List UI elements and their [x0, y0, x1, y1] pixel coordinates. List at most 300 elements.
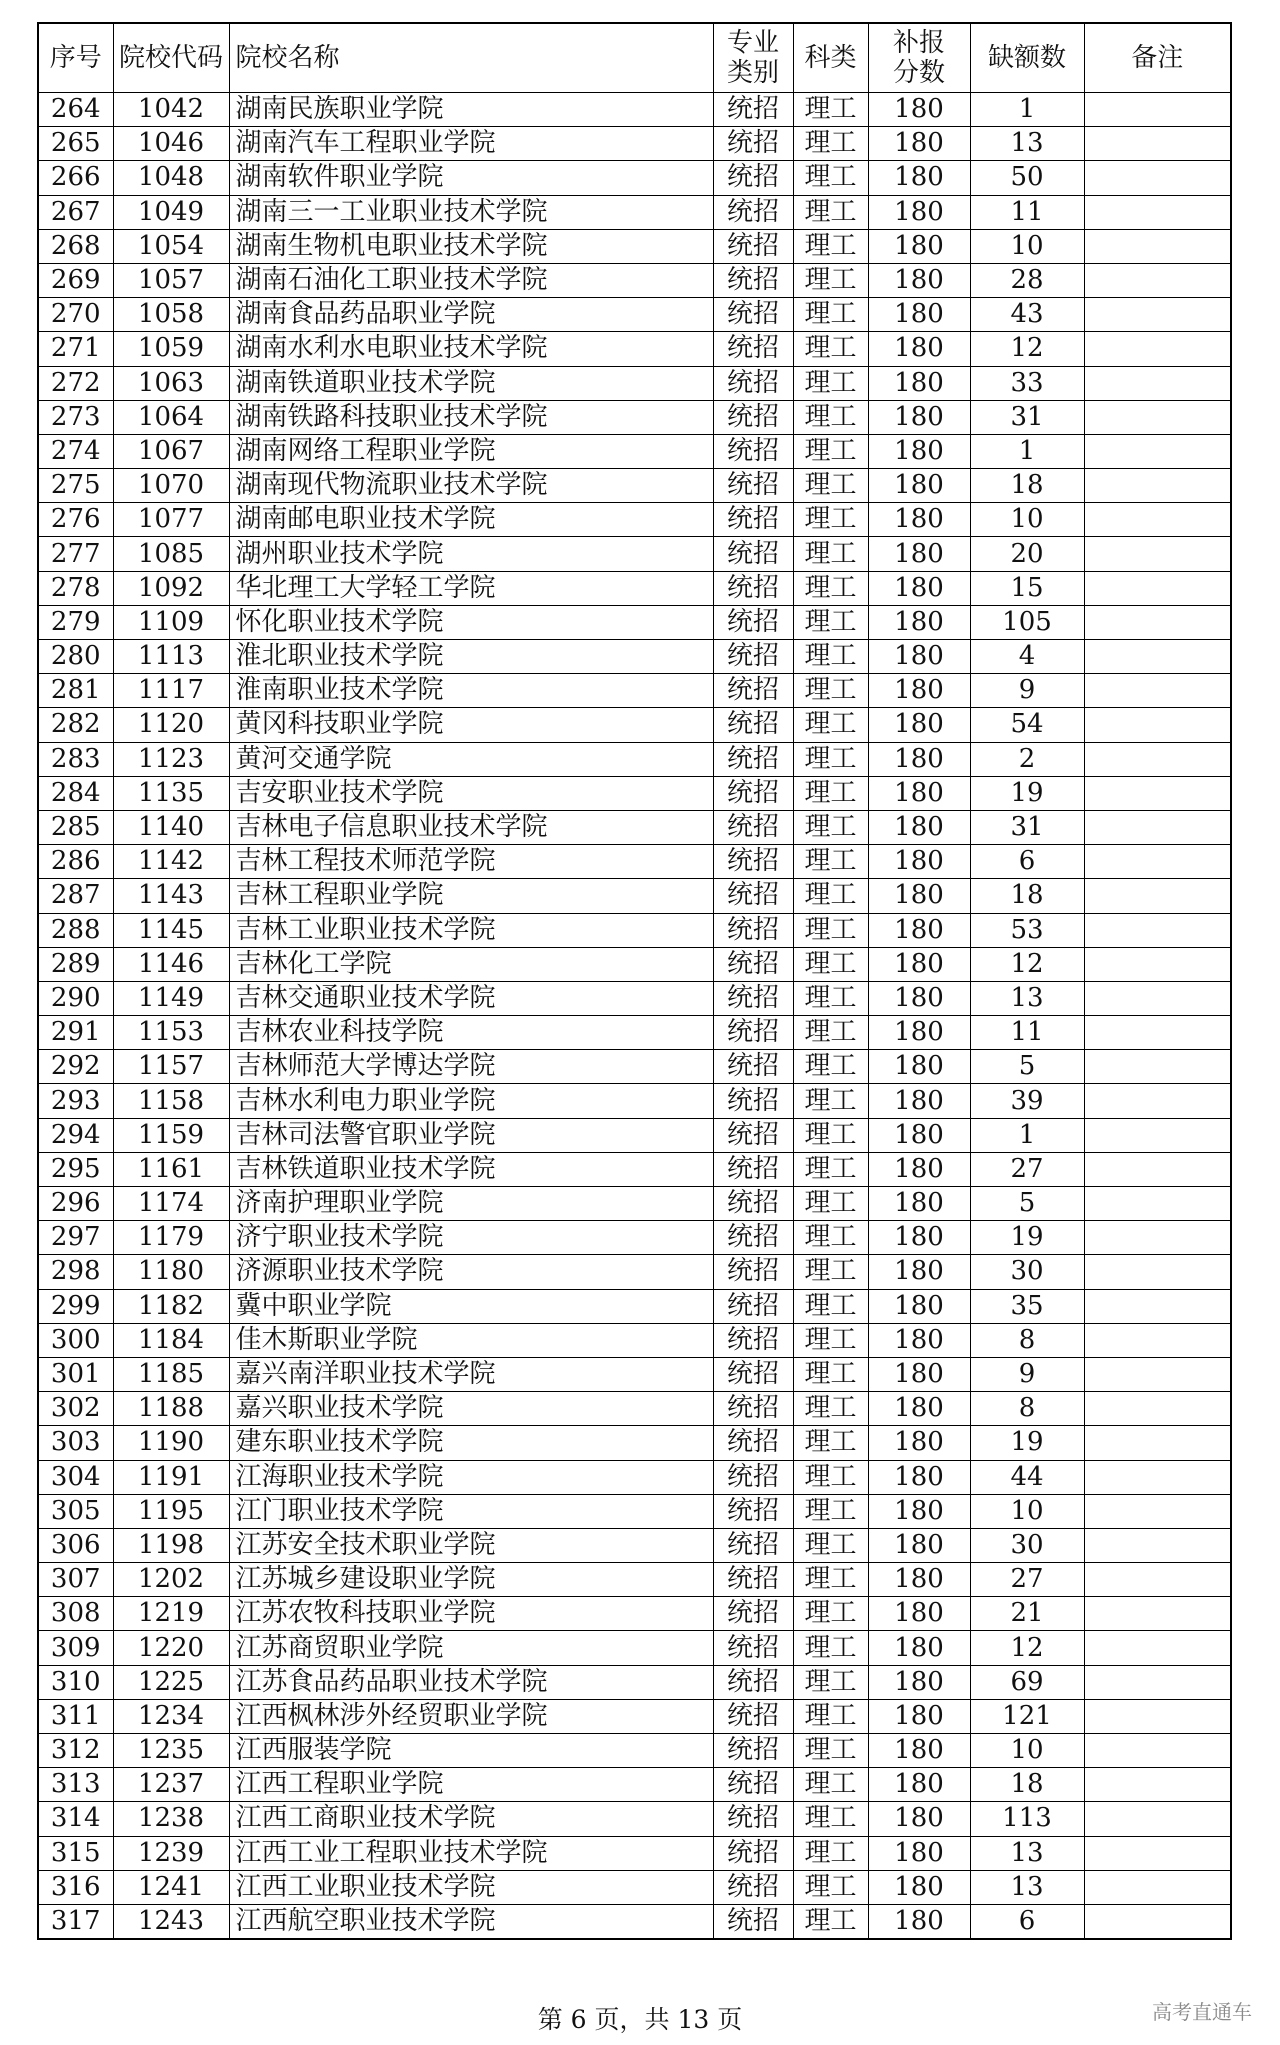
cell-code: 1158	[113, 1084, 229, 1118]
cell-vacancy: 1	[970, 1118, 1084, 1152]
cell-score: 180	[868, 1563, 970, 1597]
cell-code: 1159	[113, 1118, 229, 1152]
cell-subject: 理工	[793, 93, 868, 127]
cell-note	[1084, 1631, 1231, 1665]
cell-subject: 理工	[793, 503, 868, 537]
cell-subject: 理工	[793, 1152, 868, 1186]
cell-subject: 理工	[793, 674, 868, 708]
cell-major-type: 统招	[713, 845, 793, 879]
cell-note	[1084, 127, 1231, 161]
cell-subject: 理工	[793, 161, 868, 195]
cell-score: 180	[868, 674, 970, 708]
cell-note	[1084, 742, 1231, 776]
cell-vacancy: 18	[970, 879, 1084, 913]
cell-subject: 理工	[793, 1870, 868, 1904]
cell-major-type: 统招	[713, 229, 793, 263]
cell-vacancy: 12	[970, 947, 1084, 981]
cell-seq: 307	[38, 1563, 113, 1597]
cell-subject: 理工	[793, 1289, 868, 1323]
cell-seq: 276	[38, 503, 113, 537]
cell-major-type: 统招	[713, 1870, 793, 1904]
cell-major-type: 统招	[713, 263, 793, 297]
cell-subject: 理工	[793, 947, 868, 981]
table-row	[38, 981, 1231, 1015]
cell-note	[1084, 1528, 1231, 1562]
cell-score: 180	[868, 1631, 970, 1665]
cell-seq: 305	[38, 1494, 113, 1528]
cell-seq: 269	[38, 263, 113, 297]
cell-subject: 理工	[793, 366, 868, 400]
table-row	[38, 127, 1231, 161]
cell-score: 180	[868, 1084, 970, 1118]
cell-seq: 281	[38, 674, 113, 708]
table-row	[38, 434, 1231, 468]
cell-score: 180	[868, 1870, 970, 1904]
cell-vacancy: 10	[970, 229, 1084, 263]
cell-score: 180	[868, 1357, 970, 1391]
table-row	[38, 229, 1231, 263]
cell-vacancy: 12	[970, 332, 1084, 366]
cell-code: 1238	[113, 1802, 229, 1836]
cell-note	[1084, 1357, 1231, 1391]
table-row	[38, 195, 1231, 229]
cell-code: 1190	[113, 1426, 229, 1460]
cell-subject: 理工	[793, 1392, 868, 1426]
cell-code: 1070	[113, 469, 229, 503]
cell-subject: 理工	[793, 332, 868, 366]
cell-major-type: 统招	[713, 1221, 793, 1255]
cell-name: 江西枫林涉外经贸职业学院	[229, 1699, 713, 1733]
table-row	[38, 742, 1231, 776]
cell-seq: 267	[38, 195, 113, 229]
cell-score: 180	[868, 1187, 970, 1221]
cell-subject: 理工	[793, 913, 868, 947]
cell-note	[1084, 229, 1231, 263]
cell-note	[1084, 947, 1231, 981]
cell-major-type: 统招	[713, 1255, 793, 1289]
cell-subject: 理工	[793, 229, 868, 263]
table-row	[38, 1460, 1231, 1494]
cell-code: 1120	[113, 708, 229, 742]
cell-major-type: 统招	[713, 571, 793, 605]
cell-major-type: 统招	[713, 1734, 793, 1768]
cell-seq: 309	[38, 1631, 113, 1665]
cell-score: 180	[868, 1665, 970, 1699]
cell-major-type: 统招	[713, 1426, 793, 1460]
cell-note	[1084, 298, 1231, 332]
cell-score: 180	[868, 93, 970, 127]
table-row	[38, 708, 1231, 742]
cell-score: 180	[868, 571, 970, 605]
cell-name: 湖南软件职业学院	[229, 161, 713, 195]
cell-note	[1084, 503, 1231, 537]
cell-major-type: 统招	[713, 469, 793, 503]
cell-seq: 272	[38, 366, 113, 400]
cell-code: 1153	[113, 1016, 229, 1050]
cell-subject: 理工	[793, 1050, 868, 1084]
cell-name: 湖南水利水电职业技术学院	[229, 332, 713, 366]
table-row	[38, 1323, 1231, 1357]
cell-code: 1046	[113, 127, 229, 161]
cell-score: 180	[868, 1255, 970, 1289]
cell-seq: 279	[38, 605, 113, 639]
cell-code: 1191	[113, 1460, 229, 1494]
cell-subject: 理工	[793, 298, 868, 332]
cell-note	[1084, 640, 1231, 674]
cell-note	[1084, 1221, 1231, 1255]
cell-code: 1048	[113, 161, 229, 195]
cell-name: 吉安职业技术学院	[229, 776, 713, 810]
cell-name: 吉林化工学院	[229, 947, 713, 981]
cell-score: 180	[868, 1221, 970, 1255]
table-row	[38, 1357, 1231, 1391]
header-major-type-line1: 专业	[726, 28, 779, 58]
cell-note	[1084, 263, 1231, 297]
header-major-type	[713, 23, 793, 93]
cell-seq: 308	[38, 1597, 113, 1631]
cell-subject: 理工	[793, 1084, 868, 1118]
table-row	[38, 947, 1231, 981]
cell-code: 1198	[113, 1528, 229, 1562]
cell-name: 华北理工大学轻工学院	[229, 571, 713, 605]
cell-name: 江海职业技术学院	[229, 1460, 713, 1494]
cell-name: 嘉兴职业技术学院	[229, 1392, 713, 1426]
table-row	[38, 400, 1231, 434]
cell-subject: 理工	[793, 1563, 868, 1597]
cell-note	[1084, 1460, 1231, 1494]
cell-score: 180	[868, 1802, 970, 1836]
cell-vacancy: 13	[970, 1836, 1084, 1870]
cell-score: 180	[868, 161, 970, 195]
cell-vacancy: 20	[970, 537, 1084, 571]
cell-subject: 理工	[793, 434, 868, 468]
cell-code: 1109	[113, 605, 229, 639]
cell-code: 1234	[113, 1699, 229, 1733]
table-row	[38, 776, 1231, 810]
cell-name: 吉林师范大学博达学院	[229, 1050, 713, 1084]
cell-subject: 理工	[793, 845, 868, 879]
cell-code: 1113	[113, 640, 229, 674]
cell-seq: 311	[38, 1699, 113, 1733]
cell-name: 湖南汽车工程职业学院	[229, 127, 713, 161]
table-row	[38, 1084, 1231, 1118]
table-row	[38, 845, 1231, 879]
header-subject: 科类	[793, 23, 868, 93]
cell-major-type: 统招	[713, 434, 793, 468]
cell-note	[1084, 1836, 1231, 1870]
cell-note	[1084, 1392, 1231, 1426]
header-score-line1: 补报	[892, 28, 945, 58]
cell-name: 吉林水利电力职业学院	[229, 1084, 713, 1118]
cell-seq: 294	[38, 1118, 113, 1152]
cell-major-type: 统招	[713, 503, 793, 537]
cell-name: 湖南现代物流职业技术学院	[229, 469, 713, 503]
cell-name: 湖南食品药品职业学院	[229, 298, 713, 332]
cell-note	[1084, 1904, 1231, 1939]
cell-name: 吉林铁道职业技术学院	[229, 1152, 713, 1186]
cell-subject: 理工	[793, 571, 868, 605]
cell-vacancy: 19	[970, 1426, 1084, 1460]
cell-vacancy: 5	[970, 1187, 1084, 1221]
cell-vacancy: 33	[970, 366, 1084, 400]
cell-name: 黄河交通学院	[229, 742, 713, 776]
table-row	[38, 1118, 1231, 1152]
cell-major-type: 统招	[713, 776, 793, 810]
cell-seq: 270	[38, 298, 113, 332]
cell-name: 江门职业技术学院	[229, 1494, 713, 1528]
cell-name: 吉林司法警官职业学院	[229, 1118, 713, 1152]
header-score-line2: 分数	[892, 58, 945, 88]
cell-seq: 300	[38, 1323, 113, 1357]
cell-code: 1042	[113, 93, 229, 127]
table-row	[38, 1494, 1231, 1528]
cell-note	[1084, 1734, 1231, 1768]
cell-subject: 理工	[793, 195, 868, 229]
cell-major-type: 统招	[713, 298, 793, 332]
cell-score: 180	[868, 400, 970, 434]
cell-score: 180	[868, 605, 970, 639]
cell-code: 1077	[113, 503, 229, 537]
cell-subject: 理工	[793, 1221, 868, 1255]
cell-vacancy: 30	[970, 1528, 1084, 1562]
cell-score: 180	[868, 127, 970, 161]
cell-code: 1235	[113, 1734, 229, 1768]
cell-score: 180	[868, 1597, 970, 1631]
cell-score: 180	[868, 263, 970, 297]
cell-major-type: 统招	[713, 810, 793, 844]
cell-seq: 288	[38, 913, 113, 947]
cell-code: 1057	[113, 263, 229, 297]
cell-name: 冀中职业学院	[229, 1289, 713, 1323]
cell-seq: 275	[38, 469, 113, 503]
cell-note	[1084, 708, 1231, 742]
cell-major-type: 统招	[713, 195, 793, 229]
cell-code: 1184	[113, 1323, 229, 1357]
cell-vacancy: 27	[970, 1152, 1084, 1186]
cell-subject: 理工	[793, 127, 868, 161]
cell-name: 江西工程职业学院	[229, 1768, 713, 1802]
table-row	[38, 1768, 1231, 1802]
cell-code: 1117	[113, 674, 229, 708]
cell-subject: 理工	[793, 1631, 868, 1665]
cell-seq: 271	[38, 332, 113, 366]
cell-seq: 286	[38, 845, 113, 879]
table-row	[38, 605, 1231, 639]
cell-name: 江西服装学院	[229, 1734, 713, 1768]
cell-vacancy: 11	[970, 195, 1084, 229]
cell-major-type: 统招	[713, 1084, 793, 1118]
cell-code: 1059	[113, 332, 229, 366]
cell-major-type: 统招	[713, 1665, 793, 1699]
cell-vacancy: 69	[970, 1665, 1084, 1699]
cell-code: 1243	[113, 1904, 229, 1939]
cell-note	[1084, 571, 1231, 605]
cell-major-type: 统招	[713, 742, 793, 776]
header-major-type-line2: 类别	[726, 58, 779, 88]
cell-code: 1085	[113, 537, 229, 571]
cell-major-type: 统招	[713, 1631, 793, 1665]
cell-code: 1145	[113, 913, 229, 947]
cell-subject: 理工	[793, 640, 868, 674]
cell-vacancy: 50	[970, 161, 1084, 195]
cell-major-type: 统招	[713, 400, 793, 434]
cell-major-type: 统招	[713, 1528, 793, 1562]
cell-note	[1084, 1152, 1231, 1186]
cell-vacancy: 44	[970, 1460, 1084, 1494]
cell-seq: 292	[38, 1050, 113, 1084]
cell-major-type: 统招	[713, 981, 793, 1015]
cell-vacancy: 15	[970, 571, 1084, 605]
cell-seq: 283	[38, 742, 113, 776]
table-row	[38, 1802, 1231, 1836]
cell-vacancy: 13	[970, 127, 1084, 161]
table-row	[38, 1631, 1231, 1665]
cell-vacancy: 9	[970, 1357, 1084, 1391]
cell-subject: 理工	[793, 1768, 868, 1802]
cell-seq: 278	[38, 571, 113, 605]
cell-subject: 理工	[793, 1528, 868, 1562]
cell-code: 1241	[113, 1870, 229, 1904]
cell-name: 江苏食品药品职业技术学院	[229, 1665, 713, 1699]
cell-score: 180	[868, 708, 970, 742]
table-row	[38, 1563, 1231, 1597]
cell-code: 1180	[113, 1255, 229, 1289]
cell-code: 1237	[113, 1768, 229, 1802]
cell-name: 淮南职业技术学院	[229, 674, 713, 708]
cell-name: 淮北职业技术学院	[229, 640, 713, 674]
cell-code: 1195	[113, 1494, 229, 1528]
cell-vacancy: 39	[970, 1084, 1084, 1118]
cell-seq: 297	[38, 1221, 113, 1255]
header-name: 院校名称	[229, 23, 713, 93]
cell-major-type: 统招	[713, 1289, 793, 1323]
cell-major-type: 统招	[713, 1802, 793, 1836]
cell-seq: 268	[38, 229, 113, 263]
cell-name: 湖南邮电职业技术学院	[229, 503, 713, 537]
cell-seq: 277	[38, 537, 113, 571]
cell-vacancy: 1	[970, 434, 1084, 468]
cell-vacancy: 4	[970, 640, 1084, 674]
cell-vacancy: 54	[970, 708, 1084, 742]
cell-code: 1142	[113, 845, 229, 879]
cell-name: 建东职业技术学院	[229, 1426, 713, 1460]
cell-code: 1064	[113, 400, 229, 434]
cell-note	[1084, 879, 1231, 913]
cell-name: 吉林交通职业技术学院	[229, 981, 713, 1015]
cell-vacancy: 105	[970, 605, 1084, 639]
cell-note	[1084, 1323, 1231, 1357]
cell-score: 180	[868, 1392, 970, 1426]
cell-subject: 理工	[793, 1255, 868, 1289]
cell-seq: 299	[38, 1289, 113, 1323]
cell-subject: 理工	[793, 1357, 868, 1391]
cell-name: 黄冈科技职业学院	[229, 708, 713, 742]
cell-major-type: 统招	[713, 1904, 793, 1939]
cell-major-type: 统招	[713, 127, 793, 161]
cell-score: 180	[868, 913, 970, 947]
cell-subject: 理工	[793, 1118, 868, 1152]
cell-major-type: 统招	[713, 1597, 793, 1631]
cell-vacancy: 113	[970, 1802, 1084, 1836]
cell-major-type: 统招	[713, 366, 793, 400]
cell-note	[1084, 332, 1231, 366]
header-seq: 序号	[38, 23, 113, 93]
cell-name: 江苏安全技术职业学院	[229, 1528, 713, 1562]
cell-score: 180	[868, 845, 970, 879]
table-row	[38, 93, 1231, 127]
cell-subject: 理工	[793, 1836, 868, 1870]
cell-seq: 284	[38, 776, 113, 810]
cell-score: 180	[868, 1528, 970, 1562]
cell-vacancy: 6	[970, 1904, 1084, 1939]
cell-code: 1054	[113, 229, 229, 263]
cell-score: 180	[868, 776, 970, 810]
cell-vacancy: 19	[970, 1221, 1084, 1255]
cell-name: 江西工业工程职业技术学院	[229, 1836, 713, 1870]
cell-vacancy: 13	[970, 981, 1084, 1015]
cell-name: 湖州职业技术学院	[229, 537, 713, 571]
cell-name: 江西工商职业技术学院	[229, 1802, 713, 1836]
cell-score: 180	[868, 1152, 970, 1186]
cell-major-type: 统招	[713, 1187, 793, 1221]
cell-subject: 理工	[793, 810, 868, 844]
table-row	[38, 1870, 1231, 1904]
cell-vacancy: 1	[970, 93, 1084, 127]
cell-seq: 273	[38, 400, 113, 434]
cell-code: 1179	[113, 1221, 229, 1255]
table-row	[38, 1665, 1231, 1699]
cell-subject: 理工	[793, 981, 868, 1015]
cell-vacancy: 8	[970, 1323, 1084, 1357]
cell-note	[1084, 434, 1231, 468]
cell-vacancy: 121	[970, 1699, 1084, 1733]
cell-major-type: 统招	[713, 93, 793, 127]
table-row	[38, 161, 1231, 195]
cell-score: 180	[868, 1050, 970, 1084]
cell-major-type: 统招	[713, 1016, 793, 1050]
cell-vacancy: 31	[970, 400, 1084, 434]
cell-subject: 理工	[793, 1460, 868, 1494]
cell-name: 江苏城乡建设职业学院	[229, 1563, 713, 1597]
table-row	[38, 503, 1231, 537]
table-row	[38, 332, 1231, 366]
cell-vacancy: 13	[970, 1870, 1084, 1904]
cell-score: 180	[868, 1699, 970, 1733]
cell-subject: 理工	[793, 1665, 868, 1699]
cell-seq: 282	[38, 708, 113, 742]
cell-name: 吉林工程技术师范学院	[229, 845, 713, 879]
table-row	[38, 1528, 1231, 1562]
cell-vacancy: 2	[970, 742, 1084, 776]
cell-code: 1157	[113, 1050, 229, 1084]
cell-major-type: 统招	[713, 1050, 793, 1084]
table-row	[38, 810, 1231, 844]
cell-vacancy: 19	[970, 776, 1084, 810]
cell-note	[1084, 776, 1231, 810]
cell-code: 1161	[113, 1152, 229, 1186]
cell-vacancy: 21	[970, 1597, 1084, 1631]
cell-vacancy: 35	[970, 1289, 1084, 1323]
cell-seq: 280	[38, 640, 113, 674]
cell-subject: 理工	[793, 605, 868, 639]
cell-subject: 理工	[793, 537, 868, 571]
cell-seq: 312	[38, 1734, 113, 1768]
cell-code: 1058	[113, 298, 229, 332]
table-row	[38, 298, 1231, 332]
cell-subject: 理工	[793, 1494, 868, 1528]
cell-score: 180	[868, 810, 970, 844]
cell-name: 湖南铁路科技职业技术学院	[229, 400, 713, 434]
